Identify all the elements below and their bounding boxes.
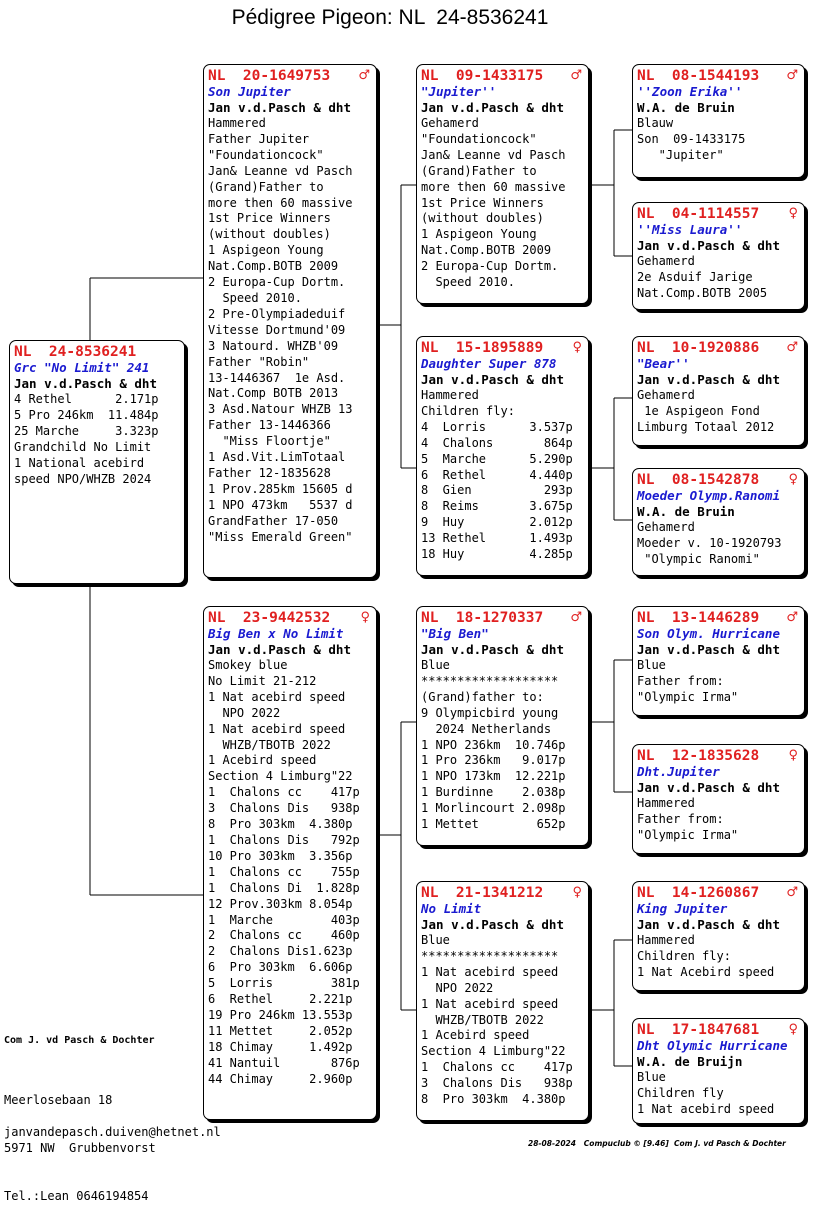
pigeon-info-line: 3 Natourd. WHZB'09 — [208, 338, 339, 353]
pigeon-info-line: 1 Chalons cc 417p — [421, 1060, 573, 1075]
pigeon-info-line: speed NPO/WHZB 2024 — [14, 471, 152, 486]
pigeon-info-line: Jan& Leanne vd Pasch — [421, 147, 566, 162]
pigeon-name: Son Jupiter — [208, 84, 291, 99]
pigeon-info-line: 5 Lorris 381p — [208, 976, 360, 991]
pigeon-info-line: Nat.Comp.BOTB 2009 — [421, 243, 552, 258]
pigeon-info-line: Blue — [637, 658, 666, 672]
pigeon-info-line: Blauw — [637, 116, 674, 130]
pigeon-info-line: WHZB/TBOTB 2022 — [208, 737, 331, 752]
pigeon-info-line: 1 Nat acebird speed — [421, 964, 559, 979]
pigeon-info-line: "Miss Floortje" — [208, 434, 331, 449]
pigeon-info-line: 11 Mettet 2.052p — [208, 1023, 353, 1038]
pigeon-info-line: Son 09-1433175 — [637, 131, 746, 146]
ring-number: NL 23-9442532 — [208, 610, 331, 626]
male-symbol: ♂ — [786, 68, 798, 83]
pigeon-card-ggparent-5[interactable] — [632, 606, 805, 716]
pigeon-info-line: Father "Robin" — [208, 354, 310, 369]
pigeon-card-ggparent-8[interactable] — [632, 1018, 805, 1124]
pigeon-card-maternal-grandfather[interactable] — [416, 606, 589, 846]
pigeon-info-line: Children fly: — [637, 948, 731, 963]
pigeon-info-line: Vitesse Dortmund'09 — [208, 322, 346, 337]
pigeon-card-subject[interactable] — [9, 340, 185, 584]
female-symbol: ♀ — [788, 206, 798, 221]
pigeon-info-line: 1 Asd.Vit.LimTotaal — [208, 450, 346, 465]
pigeon-info-line: 1 Morlincourt 2.098p — [421, 801, 566, 816]
pigeon-info-line: 2 Pre-Olympiadeduif — [208, 306, 346, 321]
pigeon-name: ''Miss Laura'' — [637, 222, 743, 237]
ring-number: NL 17-1847681 — [637, 1022, 760, 1038]
pigeon-info-line: "Olympic Irma" — [637, 827, 739, 842]
pigeon-info-line: Gehamerd — [637, 520, 695, 534]
pigeon-owner: Jan v.d.Pasch & dht — [421, 100, 564, 115]
pigeon-info-line: 4 Chalons 864p — [421, 435, 573, 450]
pigeon-info-line: Father Jupiter — [208, 131, 310, 146]
pigeon-info-line: (Grand)Father to — [421, 163, 537, 178]
ring-number: NL 08-1542878 — [637, 472, 760, 488]
pigeon-name: Dht.Jupiter — [637, 764, 720, 779]
pigeon-info-line: "Olympic Irma" — [637, 689, 739, 704]
page-title: Pédigree Pigeon: NL 24-8536241 — [231, 6, 549, 29]
pigeon-info-line: 1 Prov.285km 15605 d — [208, 481, 353, 496]
pigeon-info-line: 1 Chalons cc 417p — [208, 785, 360, 800]
pigeon-owner: Jan v.d.Pasch & dht — [14, 376, 157, 391]
pigeon-info-line: 1st Price Winners — [208, 211, 331, 226]
ring-number: NL 04-1114557 — [637, 206, 760, 222]
pigeon-name: Son Olym. Hurricane — [637, 626, 780, 641]
pigeon-info-line: Limburg Totaal 2012 — [637, 419, 775, 434]
pigeon-info-line: 12 Prov.303km 8.054p — [208, 896, 353, 911]
pigeon-info-line: 44 Chimay 2.960p — [208, 1071, 353, 1086]
pigeon-info-line: Children fly — [637, 1085, 724, 1100]
pigeon-info-line: 3 Chalons Dis 938p — [208, 801, 360, 816]
pigeon-info-line: 1 Chalons cc 755p — [208, 864, 360, 879]
pigeon-info-line: 4 Lorris 3.537p — [421, 419, 573, 434]
pigeon-info-line: Jan& Leanne vd Pasch — [208, 163, 353, 178]
pigeon-info-line: Blue — [421, 933, 450, 947]
pigeon-info-line: Section 4 Limburg"22 — [421, 1044, 566, 1059]
pigeon-card-paternal-grandfather[interactable] — [416, 64, 589, 304]
pigeon-owner: Jan v.d.Pasch & dht — [637, 238, 780, 253]
pigeon-info-line: 9 Huy 2.012p — [421, 515, 573, 530]
pigeon-info-line: (without doubles) — [208, 227, 331, 242]
pigeon-name: Moeder Olymp.Ranomi — [637, 488, 780, 503]
pigeon-info-line: 1 Burdinne 2.038p — [421, 785, 566, 800]
pigeon-info-line: 1 Pro 236km 9.017p — [421, 753, 566, 768]
ring-number: NL 08-1544193 — [637, 68, 760, 84]
pigeon-info-line: 41 Nantuil 876p — [208, 1055, 360, 1070]
pigeon-info-line: Blue — [637, 1070, 666, 1084]
pigeon-info-line: Gehamerd — [637, 254, 695, 268]
pigeon-name: Grc "No Limit" 241 — [14, 360, 150, 375]
pigeon-owner: Jan v.d.Pasch & dht — [637, 642, 780, 657]
pigeon-info-line: 8 Pro 303km 4.380p — [421, 1092, 566, 1107]
pigeon-info-line: Smokey blue — [208, 658, 288, 672]
pigeon-info-line: Gehamerd — [637, 388, 695, 402]
ring-number: NL 10-1920886 — [637, 340, 760, 356]
pigeon-card-paternal-grandmother[interactable] — [416, 336, 589, 576]
pigeon-info-line: 10 Pro 303km 3.356p — [208, 848, 353, 863]
pigeon-info-line: Grandchild No Limit — [14, 439, 152, 454]
pigeon-card-ggparent-1[interactable] — [632, 64, 805, 178]
pigeon-info-line: No Limit 21-212 — [208, 673, 317, 688]
pigeon-card-ggparent-2[interactable] — [632, 202, 805, 310]
pigeon-info-line: 1 Chalons Di 1.828p — [208, 880, 360, 895]
pigeon-info-line: 1 NPO 173km 12.221p — [421, 769, 566, 784]
loft-address — [4, 1060, 156, 1220]
pigeon-info-line: Hammered — [637, 796, 695, 810]
female-symbol: ♀ — [788, 472, 798, 487]
pigeon-info-line: more then 60 massive — [208, 195, 353, 210]
pigeon-card-ggparent-4[interactable] — [632, 468, 805, 576]
pigeon-info-line: Father from: — [637, 811, 724, 826]
pigeon-info-line: 19 Pro 246km 13.553p — [208, 1007, 353, 1022]
ring-number: NL 15-1895889 — [421, 340, 544, 356]
pigeon-info-line: 1e Aspigeon Fond — [637, 403, 760, 418]
pigeon-info-line: Hammered — [208, 116, 266, 130]
pigeon-name: No Limit — [421, 901, 482, 916]
pigeon-info-line: 1 Nat acebird speed — [208, 721, 346, 736]
pigeon-info-line: 6 Pro 303km 6.606p — [208, 960, 353, 975]
pigeon-info-line: 2 Chalons Dis1.623p — [208, 944, 353, 959]
pigeon-info-line: (without doubles) — [421, 211, 544, 226]
pigeon-owner: Jan v.d.Pasch & dht — [421, 372, 564, 387]
pigeon-info-line: 1 Aspigeon Young — [208, 243, 324, 258]
pigeon-owner: W.A. de Bruin — [637, 504, 735, 519]
male-symbol: ♂ — [358, 68, 370, 83]
pigeon-info-line: 2 Europa-Cup Dortm. — [208, 275, 346, 290]
female-symbol: ♀ — [572, 340, 582, 355]
pigeon-info-line: "Miss Emerald Green" — [208, 529, 353, 544]
pigeon-owner: Jan v.d.Pasch & dht — [637, 917, 780, 932]
pigeon-info-line: 1 Nat acebird speed — [208, 689, 346, 704]
pigeon-card-ggparent-7[interactable] — [632, 881, 805, 991]
ring-number: NL 24-8536241 — [14, 344, 137, 360]
female-symbol: ♀ — [360, 610, 370, 625]
pigeon-info-line: 13 Rethel 1.493p — [421, 531, 573, 546]
pigeon-info-line: 8 Gien 293p — [421, 483, 573, 498]
pigeon-info-line: 2 Europa-Cup Dortm. — [421, 259, 559, 274]
pigeon-info-line: Hammered — [637, 933, 695, 947]
pigeon-info-line: 2e Asduif Jarige — [637, 269, 753, 284]
pigeon-info-line: Blue — [421, 658, 450, 672]
female-symbol: ♀ — [788, 748, 798, 763]
male-symbol: ♂ — [570, 610, 582, 625]
pigeon-info-line: 6 Rethel 2.221p — [208, 992, 353, 1007]
pigeon-info-line: Children fly: — [421, 403, 515, 418]
ring-number: NL 14-1260867 — [637, 885, 760, 901]
pigeon-name: "Jupiter'' — [421, 84, 497, 99]
pigeon-info-line: 1 Chalons Dis 792p — [208, 832, 360, 847]
pigeon-info-line: more then 60 massive — [421, 179, 566, 194]
pigeon-info-line: 8 Pro 303km 4.380p — [208, 817, 353, 832]
pigeon-info-line: 9 Olympicbird young — [421, 705, 559, 720]
pigeon-info-line: 1 NPO 236km 10.746p — [421, 737, 566, 752]
pigeon-info-line: Hammered — [421, 388, 479, 402]
pigeon-info-line: 1 Acebird speed — [208, 753, 317, 768]
pigeon-owner: W.A. de Bruin — [637, 100, 735, 115]
pigeon-info-line: 1 Nat acebird speed — [421, 996, 559, 1011]
pigeon-info-line: "Foundationcock" — [421, 131, 537, 146]
pigeon-info-line: Section 4 Limburg"22 — [208, 769, 353, 784]
pigeon-info-line: 1 Nat Acebird speed — [637, 964, 775, 979]
pigeon-info-line: NPO 2022 — [208, 705, 281, 720]
address-line: Meerlosebaan 18 — [4, 1093, 113, 1107]
ring-number: NL 12-1835628 — [637, 748, 760, 764]
pigeon-info-line: Speed 2010. — [208, 290, 302, 305]
pigeon-info-line: 18 Chimay 1.492p — [208, 1039, 353, 1054]
pigeon-info-line: "Olympic Ranomi" — [637, 551, 760, 566]
pigeon-info-line: Father 12-1835628 — [208, 465, 331, 480]
pigeon-info-line: 4 Rethel 2.171p — [14, 392, 159, 406]
pigeon-info-line: 1 NPO 473km 5537 d — [208, 497, 353, 512]
pigeon-info-line: 5 Pro 246km 11.484p — [14, 407, 159, 422]
pigeon-name: Dht Olymic Hurricane — [637, 1038, 788, 1053]
pigeon-info-line: WHZB/TBOTB 2022 — [421, 1012, 544, 1027]
address-line: 5971 NW Grubbenvorst — [4, 1141, 156, 1155]
pigeon-name: Daughter Super 878 — [421, 356, 557, 371]
pigeon-info-line: 2024 Netherlands — [421, 721, 552, 736]
pigeon-name: "Bear'' — [637, 356, 690, 371]
pigeon-info-line: Nat.Comp.BOTB 2005 — [637, 285, 768, 300]
pigeon-info-line: GrandFather 17-050 — [208, 513, 339, 528]
pigeon-info-line: 1 Marche 403p — [208, 912, 360, 927]
pigeon-info-line: 1 Nat acebird speed — [637, 1101, 775, 1116]
pigeon-info-line: (Grand)Father to — [208, 179, 324, 194]
pigeon-info-line: "Foundationcock" — [208, 147, 324, 162]
pigeon-card-father[interactable] — [203, 64, 377, 578]
pigeon-owner: Jan v.d.Pasch & dht — [208, 100, 351, 115]
female-symbol: ♀ — [572, 885, 582, 900]
pigeon-owner: Jan v.d.Pasch & dht — [208, 642, 351, 657]
pigeon-info-line: "Jupiter" — [637, 147, 724, 162]
pigeon-info-line: 25 Marche 3.323p — [14, 423, 159, 438]
pigeon-info-line: 1 National acebird — [14, 455, 145, 470]
pigeon-card-ggparent-6[interactable] — [632, 744, 805, 854]
pigeon-info-line: 3 Asd.Natour WHZB 13 — [208, 402, 353, 417]
male-symbol: ♂ — [786, 610, 798, 625]
ring-number: NL 18-1270337 — [421, 610, 544, 626]
pigeon-info-line: 2 Chalons cc 460p — [208, 928, 360, 943]
pigeon-info-line: 13-1446367 1e Asd. — [208, 370, 346, 385]
pigeon-info-line: ******************* — [421, 948, 559, 963]
loft-signature: Com J. vd Pasch & Dochter — [4, 1035, 155, 1046]
pigeon-card-ggparent-3[interactable] — [632, 336, 805, 446]
pigeon-name: King Jupiter — [637, 901, 728, 916]
pigeon-info-line: Nat.Comp BOTB 2013 — [208, 386, 339, 401]
male-symbol: ♂ — [570, 68, 582, 83]
loft-email: janvandepasch.duiven@hetnet.nl — [4, 1125, 221, 1139]
pigeon-info-line: 1 Aspigeon Young — [421, 227, 537, 242]
pigeon-name: Big Ben x No Limit — [208, 626, 344, 641]
ring-number: NL 21-1341212 — [421, 885, 544, 901]
male-symbol: ♂ — [786, 340, 798, 355]
pigeon-info-line: 6 Rethel 4.440p — [421, 467, 573, 482]
ring-number: NL 13-1446289 — [637, 610, 760, 626]
pigeon-owner: Jan v.d.Pasch & dht — [421, 642, 564, 657]
pigeon-name: "Big Ben" — [421, 626, 489, 641]
pigeon-info-line: Nat.Comp.BOTB 2009 — [208, 259, 339, 274]
pigeon-info-line: Gehamerd — [421, 116, 479, 130]
address-line: Tel.:Lean 0646194854 — [4, 1189, 149, 1203]
female-symbol: ♀ — [788, 1022, 798, 1037]
print-info: 28-08-2024 Compuclub © [9.46] Com J. vd Pasch & Dochter — [528, 1139, 786, 1148]
pigeon-info-line: Father from: — [637, 673, 724, 688]
pigeon-info-line: NPO 2022 — [421, 980, 494, 995]
pigeon-owner: Jan v.d.Pasch & dht — [637, 372, 780, 387]
male-symbol: ♂ — [786, 885, 798, 900]
ring-number: NL 20-1649753 — [208, 68, 331, 84]
pigeon-info-line: 1 Acebird speed — [421, 1028, 530, 1043]
pigeon-info-line: 5 Marche 5.290p — [421, 451, 573, 466]
ring-number: NL 09-1433175 — [421, 68, 544, 84]
pigeon-card-maternal-grandmother[interactable] — [416, 881, 589, 1121]
pigeon-info-line: Speed 2010. — [421, 275, 515, 290]
pigeon-card-mother[interactable] — [203, 606, 377, 1120]
pigeon-info-line: 18 Huy 4.285p — [421, 547, 573, 562]
pigeon-owner: Jan v.d.Pasch & dht — [421, 917, 564, 932]
pigeon-info-line: 1st Price Winners — [421, 195, 544, 210]
pigeon-owner: W.A. de Bruijn — [637, 1054, 743, 1069]
pigeon-owner: Jan v.d.Pasch & dht — [637, 780, 780, 795]
pigeon-info-line: 3 Chalons Dis 938p — [421, 1076, 573, 1091]
pigeon-name: ''Zoon Erika'' — [637, 84, 743, 99]
pigeon-info-line: ******************* — [421, 673, 559, 688]
pigeon-info-line: (Grand)father to: — [421, 689, 544, 704]
pigeon-info-line: Father 13-1446366 — [208, 418, 331, 433]
pigeon-info-line: 1 Mettet 652p — [421, 817, 566, 832]
pigeon-info-line: 8 Reims 3.675p — [421, 499, 573, 514]
pigeon-info-line: Moeder v. 10-1920793 — [637, 535, 782, 550]
